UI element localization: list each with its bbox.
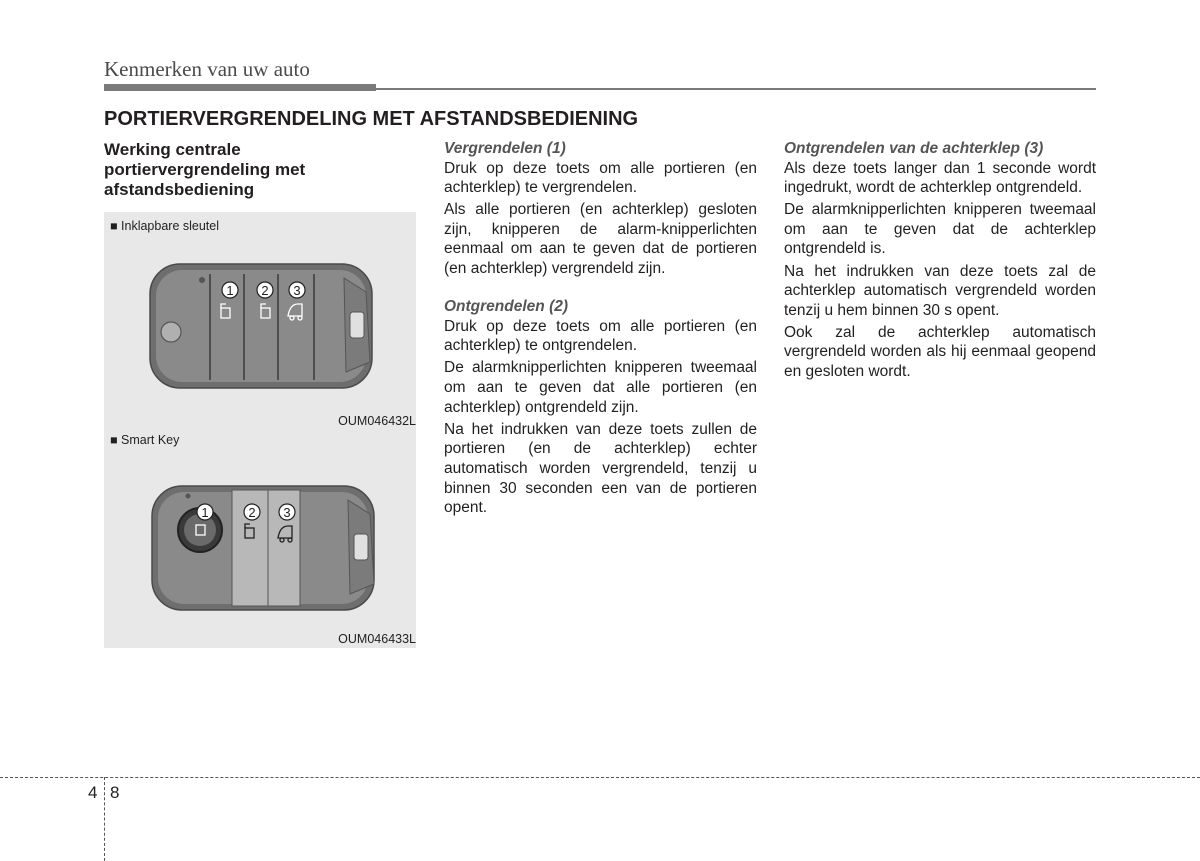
footer-rule <box>0 777 1200 778</box>
figure-code: OUM046432L <box>338 414 416 428</box>
column1-heading: Werking centrale portiervergrendeling met afstandsbediening <box>104 140 306 199</box>
unlock-subheading: Ontgrendelen (2) <box>444 298 569 316</box>
button-2-label: 2 <box>261 283 269 298</box>
button-1-label: 1 <box>226 283 234 298</box>
figure-caption: ■ Smart Key <box>110 433 180 447</box>
lock-paragraph-2: Als alle portieren (en achterklep) gesloten zijn, knipperen de alarm-knipperlichten eenmaal om aan te geven dat de portieren (en achterklep) vergrendeld zijn. <box>444 201 757 278</box>
button-3-label: 3 <box>293 283 301 298</box>
tailgate-paragraph-2: De alarmknipperlichten knipperen tweemaal om aan te geven dat de achterklep ontgrendeld is. <box>784 201 1096 258</box>
lock-paragraph-1: Druk op deze toets om alle portieren (en achterklep) te vergrendelen. <box>444 159 757 197</box>
button-1-label: 1 <box>201 505 209 520</box>
tailgate-subheading: Ontgrendelen van de achterklep (3) <box>784 140 1044 157</box>
figure-folding-key <box>104 212 416 432</box>
button-3-label: 3 <box>283 505 291 520</box>
figure-caption: ■ Inklapbare sleutel <box>110 219 220 233</box>
figure-code: OUM046433L <box>338 632 416 646</box>
tailgate-paragraph-3: Na het indrukken van deze toets zal de achterklep automatisch vergrendeld worden tenzij u hem binnen 30 s opent. <box>784 262 1096 319</box>
tailgate-paragraph-1: Als deze toets langer dan 1 seconde wordt ingedrukt, wordt de achterklep ontgrendeld. <box>784 159 1096 197</box>
unlock-paragraph-3: Na het indrukken van deze toets zullen de portieren (en de achterklep) echter automatisch worden vergrendeld, tenzij u binnen 30 seconden een van de portieren opent. <box>444 420 757 517</box>
section-number: 4 <box>88 783 98 802</box>
footer-vertical-rule <box>104 777 105 861</box>
folding-key-illustration <box>104 212 416 432</box>
running-header: Kenmerken van uw auto <box>104 57 310 81</box>
figure-smart-key <box>104 430 416 648</box>
header-rule-dark <box>104 84 376 91</box>
section-title: PORTIERVERGRENDELING MET AFSTANDSBEDIENING <box>104 108 639 130</box>
unlock-paragraph-2: De alarmknipperlichten knipperen tweemaal om aan te geven dat alle portieren (en achterklep) ontgrendeld zijn. <box>444 359 757 416</box>
button-2-label: 2 <box>248 505 256 520</box>
column3 <box>784 139 1096 384</box>
smart-key-illustration <box>104 430 416 648</box>
column2 <box>444 139 757 520</box>
unlock-paragraph-1: Druk op deze toets om alle portieren (en achterklep) te ontgrendelen. <box>444 317 757 355</box>
lock-subheading: Vergrendelen (1) <box>444 140 566 157</box>
header-rule <box>376 88 1096 90</box>
tailgate-paragraph-4: Ook zal de achterklep automatisch vergrendeld worden als hij eenmaal geopend en gesloten wordt. <box>784 323 1096 381</box>
page-number: 8 <box>110 783 120 802</box>
